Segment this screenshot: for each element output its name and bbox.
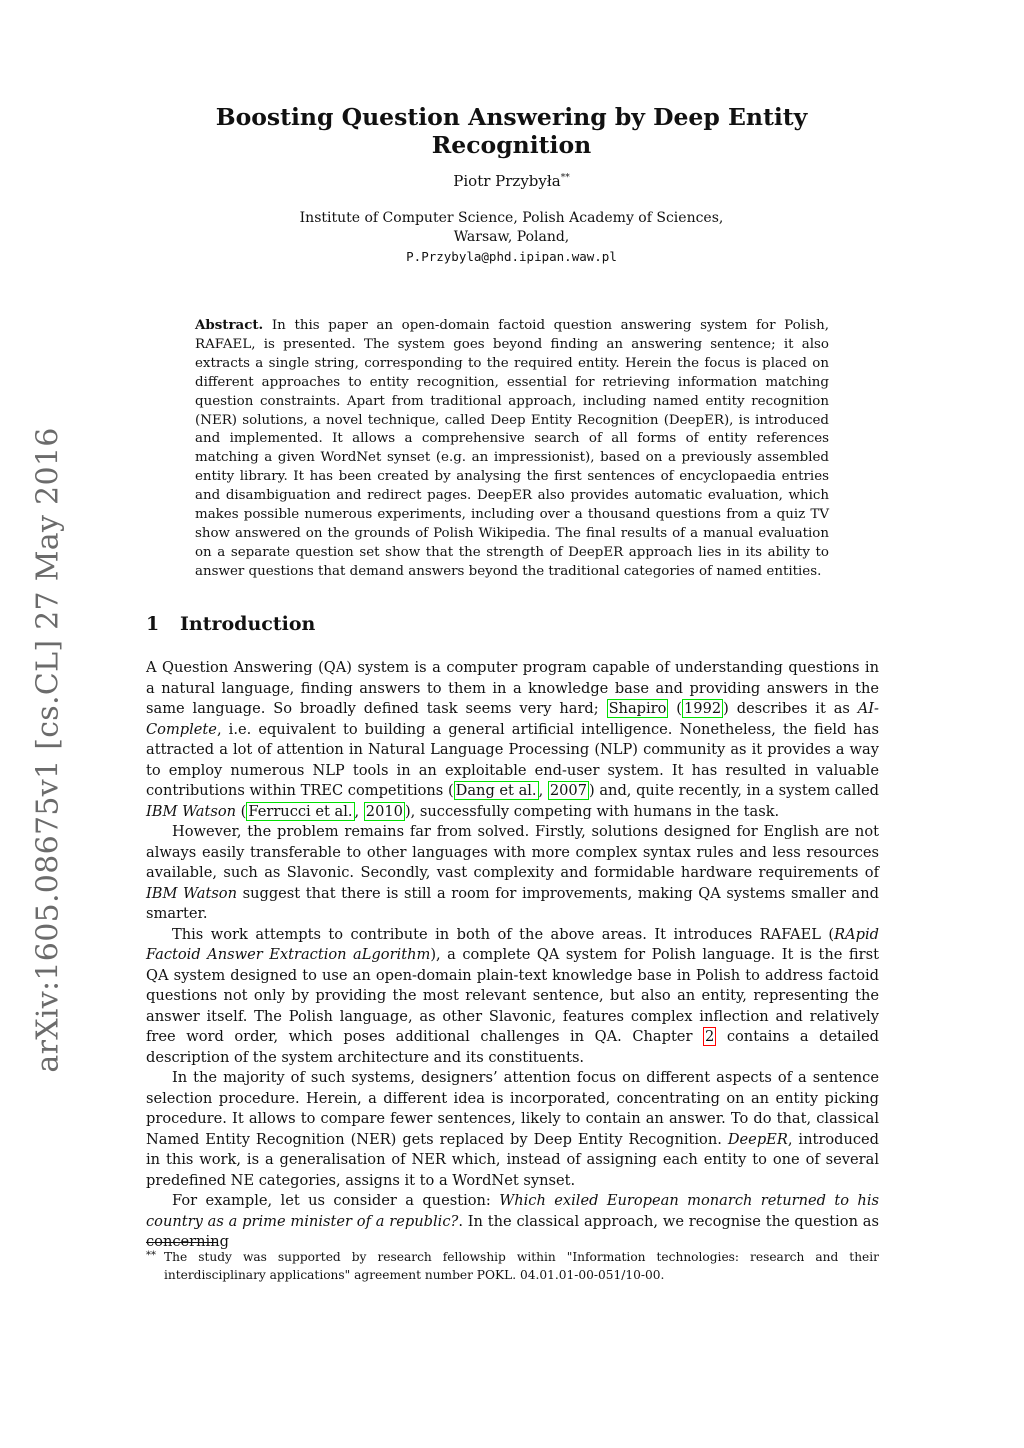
text-run: This work attempts to contribute in both of the above areas. It introduces RAFAEL ( bbox=[172, 925, 835, 943]
text-run: suggest that there is still a room for improvements, making QA systems smaller and smarter. bbox=[146, 884, 879, 922]
paragraph-2 bbox=[146, 822, 879, 925]
paragraph-1: A Question Answering (QA) system is a computer program capable of understanding questions in a natural language, finding answers to them in a knowledge base and providing answers in the same language. So broadly defined task seems very hard; Shapiro ( 1992 ) describes it as AI-Complete, i.e. equivalent to building a general artificial intelligence. Nonetheless, the field has attracted a lot of attention in Natural Language Processing (NLP) community as it provides a way to employ numerous NLP tools in an exploitable end-user system. It has resulted in valuable contributions within TREC competitions ( Dang et al. , 2007 ) and, quite recently, in a system called IBM Watson ( Ferrucci et al. , 2010 ), successfully competing with humans in the task. bbox=[146, 659, 879, 820]
abstract-text: In this paper an open-domain factoid question answering system for Polish, RAFAEL, is presented. The system goes beyond finding an answering sentence; it also extracts a single string, corresponding to the required entity. Herein the focus is placed on different approaches to entity recognition, essential for retrieving information matching question constraints. Apart from traditional approach, including named entity recognition (NER) solutions, a novel technique, called Deep Entity Recognition (DeepER), is introduced and implemented. It allows a comprehensive search of all forms of entity references matching a given WordNet synset (e.g. an impressionist), based on a previously assembled entity library. It has been created by analysing the first sentences of encyclopaedia entries and disambiguation and redirect pages. DeepER also provides automatic evaluation, which makes possible numerous experiments, including over a thousand questions from a quiz TV show answered on the grounds of Polish Wikipedia. The final results of a manual evaluation on a separate question set show that the strength of DeepER approach lies in its ability to answer questions that demand answers beyond the traditional categories of named entities. bbox=[195, 318, 829, 579]
abstract-label: Abstract. bbox=[195, 317, 264, 333]
text-run: For example, let us consider a question: bbox=[172, 1192, 491, 1209]
affiliation-line-2: Warsaw, Poland, bbox=[453, 229, 570, 245]
paper-title: Boosting Question Answering by Deep Entity Recognition bbox=[215, 103, 808, 159]
affiliation bbox=[145, 209, 878, 266]
author-name: Piotr Przybyła bbox=[453, 172, 561, 190]
footnote bbox=[146, 1247, 879, 1284]
chapter-ref-link[interactable]: 2 bbox=[704, 1028, 715, 1045]
text-run: contains a detailed description of the system architecture and its constituents. bbox=[146, 1028, 879, 1066]
abstract bbox=[195, 316, 829, 582]
text-run: and, quite recently, in a system called bbox=[599, 782, 879, 799]
emphasis: DeepER bbox=[727, 1130, 788, 1148]
paragraph-3 bbox=[146, 925, 879, 1069]
citation-link-shapiro[interactable]: Shapiro bbox=[608, 700, 667, 717]
text-run: A Question Answering (QA) system is a computer program capable of understanding questions in a natural language, finding answers to them in a knowledge base and providing answers in the same language. So broadly defined task seems very hard; bbox=[146, 659, 879, 717]
citation-link-ferrucci-year[interactable]: 2010 bbox=[365, 802, 403, 820]
arxiv-identifier-text: arXiv:1605.08675v1 [cs.CL] 27 May 2016 bbox=[30, 427, 66, 1073]
paragraph-4 bbox=[146, 1068, 879, 1191]
author-email: P.Przybyla@phd.ipipan.waw.pl bbox=[406, 249, 617, 264]
citation-link-dang-year[interactable]: 2007 bbox=[549, 782, 587, 799]
citation-link-shapiro-year[interactable]: 1992 bbox=[684, 700, 722, 717]
text-run: , introduced in this work, is a generalisation of NER which, instead of assigning each entity to one of several predefined NE categories, assigns it to a WordNet synset. bbox=[146, 1130, 879, 1189]
footnote-rule bbox=[146, 1242, 218, 1243]
section-body bbox=[146, 658, 879, 1253]
text-run: . In the classical approach, we recognise the question as concerning bbox=[146, 1212, 879, 1250]
section-number: 1 bbox=[146, 613, 160, 635]
emphasis: IBM Watson bbox=[146, 802, 237, 820]
footnote-text: The study was supported by research fellowship within "Information technologies: research and their interdisciplinary applications" agreement number POKL. 04.01.01-00-051/10-00. bbox=[164, 1250, 879, 1282]
arxiv-identifier bbox=[18, 427, 78, 1073]
author bbox=[145, 172, 878, 190]
text-run: In the majority of such systems, designers’ attention focus on different aspects of a sentence selection procedure. Herein, a different idea is incorporated, concentrating on an entity picking procedure. It allows to compare fewer sentences, likely to contain an answer. To do that, classical Named Entity Recognition (NER) gets replaced by Deep Entity Recognition. bbox=[146, 1069, 879, 1148]
text-run: describes it as bbox=[736, 700, 850, 717]
section-title: Introduction bbox=[180, 613, 316, 635]
citation-link-ferrucci[interactable]: Ferrucci et al. bbox=[248, 802, 353, 820]
citation-link-dang[interactable]: Dang et al. bbox=[455, 782, 537, 799]
text-run: ), a complete QA system for Polish language. It is the first QA system designed to use an open-domain plain-text knowledge base in Polish to address factoid questions not only by providing the most relevant sentence, but also an entity, representing the answer itself. The Polish language, as other Slavonic, features complex inflection and relatively free word order, which poses additional challenges in QA. Chapter bbox=[146, 946, 879, 1045]
emphasis: RApid Factoid Answer Extraction aLgorithm bbox=[146, 925, 879, 963]
text-run: , successfully competing with humans in the task. bbox=[410, 802, 780, 820]
author-footnote-mark: ** bbox=[560, 173, 570, 183]
paragraph-5 bbox=[146, 1191, 879, 1253]
text-run: However, the problem remains far from solved. Firstly, solutions designed for English are not always easily transferable to other languages with more complex syntax rules and less resources available, such as Slavonic. Secondly, vast complexity and formidable hardware requirements of bbox=[146, 823, 879, 881]
emphasis: IBM Watson bbox=[146, 884, 237, 902]
text-run: , i.e. equivalent to building a general artificial intelligence. Nonetheless, the field has attracted a lot of attention in Natural Language Processing (NLP) community as it provides a way to employ numerous NLP tools in an exploitable end-user system. It has resulted in valuable contributions within TREC competitions bbox=[146, 720, 879, 799]
footnote-mark: ** bbox=[146, 1250, 156, 1261]
emphasis: AI-Complete bbox=[146, 700, 879, 738]
section-heading bbox=[146, 613, 315, 635]
affiliation-line-1: Institute of Computer Science, Polish Academy of Sciences, bbox=[299, 210, 724, 226]
emphasis: Which exiled European monarch returned to his country as a prime minister of a republic? bbox=[146, 1192, 879, 1230]
